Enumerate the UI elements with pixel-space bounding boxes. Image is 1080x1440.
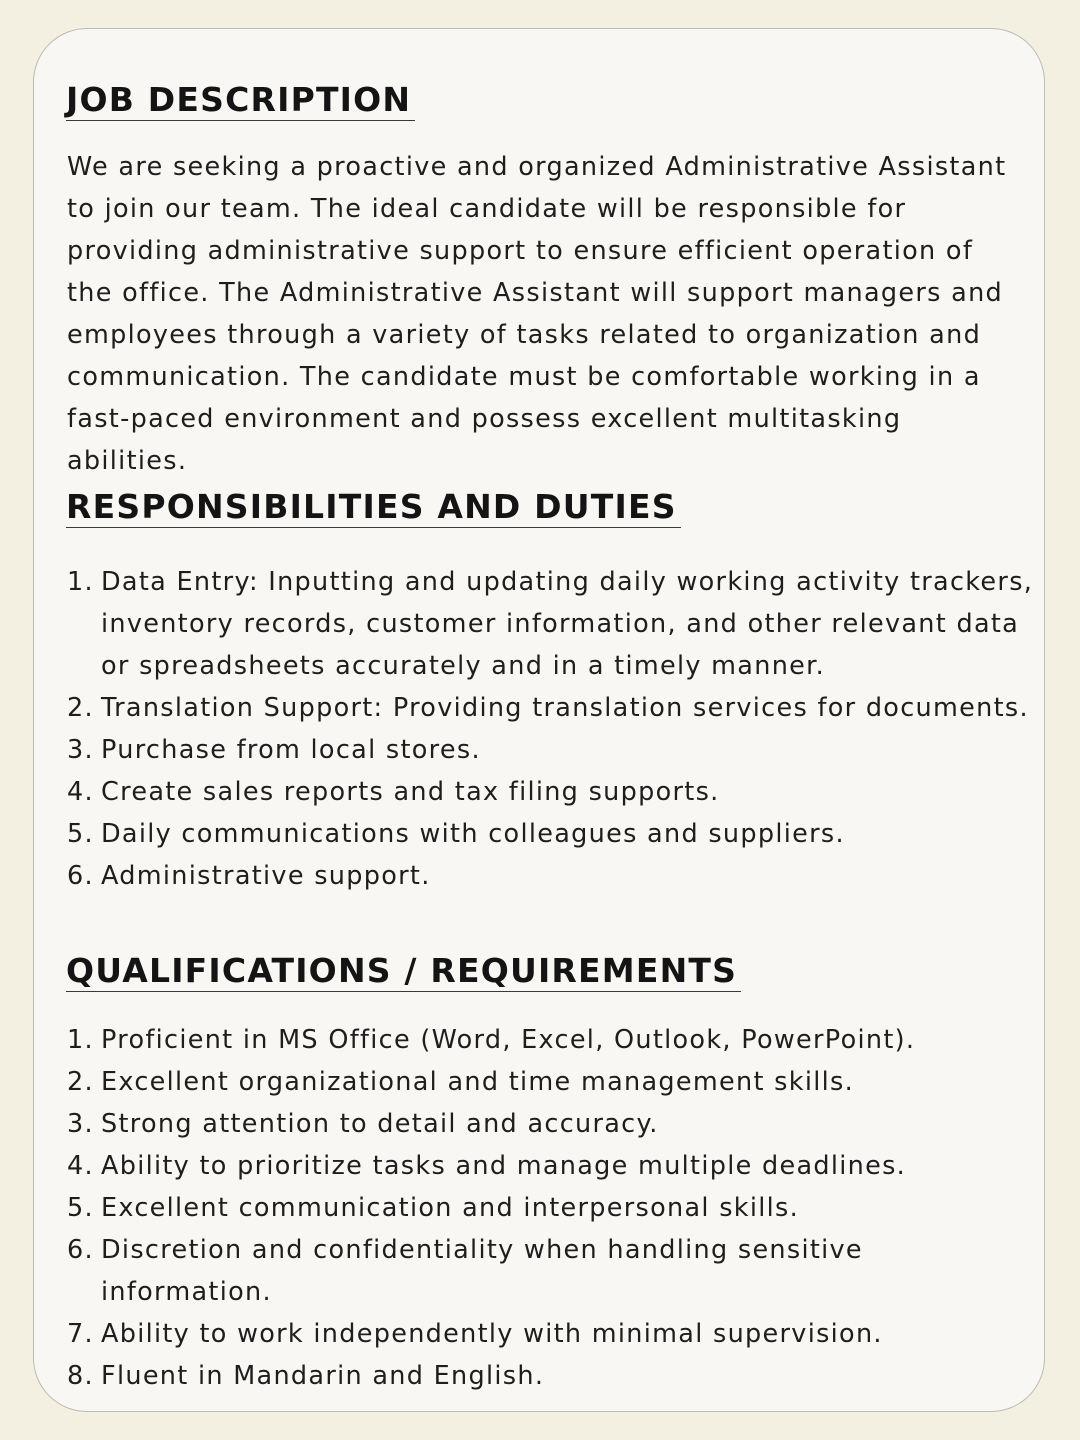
list-item-number: 2. xyxy=(67,1067,94,1097)
list-item-text: Excellent organizational and time management skills. xyxy=(101,1067,854,1097)
list-item xyxy=(67,1019,1057,1061)
list-item xyxy=(67,1355,1057,1397)
list-item xyxy=(67,687,1057,729)
responsibilities-heading: RESPONSIBILITIES AND DUTIES xyxy=(66,487,681,528)
list-item-text: Fluent in Mandarin and English. xyxy=(101,1361,545,1391)
list-item-text: Administrative support. xyxy=(101,861,431,891)
list-item-number: 7. xyxy=(67,1319,94,1349)
list-item-number: 5. xyxy=(67,1193,94,1223)
list-item-text: Ability to prioritize tasks and manage multiple deadlines. xyxy=(101,1151,907,1181)
list-item-text: Proficient in MS Office (Word, Excel, Outlook, PowerPoint). xyxy=(101,1025,916,1055)
responsibilities-list xyxy=(67,561,1057,897)
list-item-text: Create sales reports and tax filing supports. xyxy=(101,777,720,807)
list-item-text: Strong attention to detail and accuracy. xyxy=(101,1109,659,1139)
list-item xyxy=(67,1229,1057,1313)
list-item-text: Ability to work independently with minimal supervision. xyxy=(101,1319,883,1349)
list-item xyxy=(67,561,1057,687)
list-item xyxy=(67,813,1057,855)
list-item-number: 2. xyxy=(67,693,94,723)
list-item-number: 6. xyxy=(67,1235,94,1265)
list-item-number: 8. xyxy=(67,1361,94,1391)
list-item-number: 4. xyxy=(67,777,94,807)
qualifications-list xyxy=(67,1019,1057,1397)
job-description-heading: JOB DESCRIPTION xyxy=(66,80,415,121)
list-item-text: Discretion and confidentiality when handling sensitive information. xyxy=(101,1235,863,1307)
list-item-number: 4. xyxy=(67,1151,94,1181)
list-item-text: Daily communications with colleagues and suppliers. xyxy=(101,819,845,849)
list-item-number: 6. xyxy=(67,861,94,891)
list-item xyxy=(67,1145,1057,1187)
list-item-number: 1. xyxy=(67,1025,94,1055)
list-item-text: Data Entry: Inputting and updating daily working activity trackers, inventory records, customer information, and other relevant data or spreadsheets accurately and in a timely manner. xyxy=(101,567,1034,681)
qualifications-heading: QUALIFICATIONS / REQUIREMENTS xyxy=(66,951,741,992)
list-item-number: 5. xyxy=(67,819,94,849)
list-item xyxy=(67,1313,1057,1355)
job-description-text: We are seeking a proactive and organized Administrative Assistant to join our team. The ideal candidate will be responsible for providing administrative support to ensure efficient operation of the office. The Administrative Assistant will support managers and employees through a variety of tasks related to organization and communication. The candidate must be comfortable working in a fast-paced environment and possess excellent multitasking abilities. xyxy=(67,152,1007,476)
list-item-number: 3. xyxy=(67,1109,94,1139)
list-item xyxy=(67,1061,1057,1103)
list-item xyxy=(67,729,1057,771)
list-item-number: 1. xyxy=(67,567,94,597)
list-item xyxy=(67,1103,1057,1145)
list-item-text: Translation Support: Providing translation services for documents. xyxy=(101,693,1029,723)
list-item xyxy=(67,855,1057,897)
list-item-text: Purchase from local stores. xyxy=(101,735,481,765)
list-item-text: Excellent communication and interpersonal skills. xyxy=(101,1193,800,1223)
list-item xyxy=(67,1187,1057,1229)
list-item-number: 3. xyxy=(67,735,94,765)
list-item xyxy=(67,771,1057,813)
